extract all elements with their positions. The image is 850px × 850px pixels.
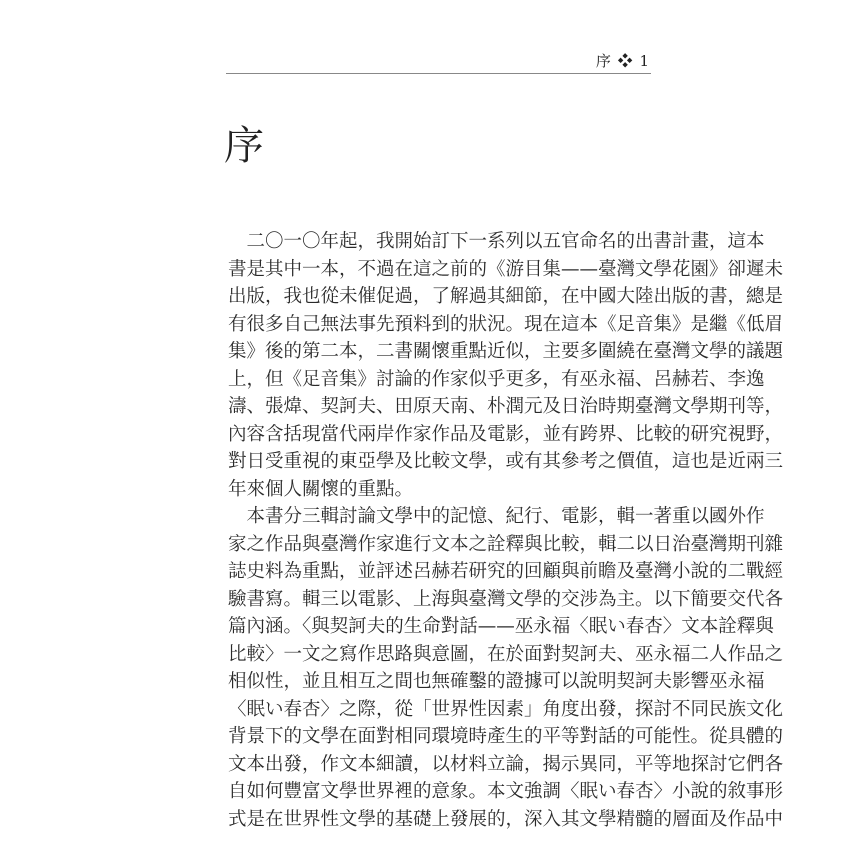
running-header: 序 ❖ 1: [595, 52, 650, 70]
text-line: 比較〉一文之寫作思路與意圖，在於面對契訶夫、巫永福二人作品之: [228, 643, 784, 665]
text-line: 誌史料為重點，並評述呂赫若研究的回顧與前瞻及臺灣小說的二戰經: [228, 561, 784, 582]
text-line: 本書分三輯討論文學中的記憶、紀行、電影，輯一著重以國外作: [228, 506, 765, 527]
text-line: 相似性，並且相互之間也無確鑿的證據可以說明契訶夫影響巫永福: [228, 671, 765, 692]
text-line: 上，但《足音集》討論的作家似乎更多，有巫永福、呂赫若、李逸: [228, 368, 765, 390]
text-line: 驗書寫。輯三以電影、上海與臺灣文學的交涉為主。以下簡要交代各: [228, 588, 784, 610]
page-title: 序: [224, 123, 264, 169]
text-line: 文本出發，作文本細讀，以材料立論，揭示異同，平等地探討它們各: [228, 753, 784, 775]
text-line: 自如何豐富文學世界裡的意象。本文強調〈眠い春杏〉小說的敘事形: [228, 781, 784, 802]
text-line: 書是其中一本，不過在這之前的《游目集——臺灣文學花園》卻遲未: [228, 258, 784, 280]
text-line: 篇內涵。〈與契訶夫的生命對話——巫永福〈眠い春杏〉文本詮釋與: [228, 616, 774, 637]
text-line: 對日受重視的東亞學及比較文學，或有其參考之價值，這也是近兩三: [228, 451, 784, 472]
text-line: 式是在世界性文學的基礎上發展的，深入其文學精髓的層面及作品中: [228, 808, 784, 830]
text-line: 背景下的文學在面對相同環境時產生的平等對話的可能性。從具體的: [228, 726, 784, 747]
text-line: 家之作品與臺灣作家進行文本之詮釋與比較，輯二以日治臺灣期刊雜: [228, 533, 784, 555]
text-line: 年來個人關懷的重點。: [228, 478, 414, 500]
body-text: [228, 228, 784, 833]
text-line: 有很多自己無法事先預料到的狀況。現在這本《足音集》是繼《低眉: [228, 313, 784, 335]
text-line: 內容含括現當代兩岸作家作品及電影，並有跨界、比較的研究視野，: [228, 423, 784, 445]
text-line: 出版，我也從未催促過，了解過其細節，在中國大陸出版的書，總是: [228, 286, 784, 307]
header-rule: [226, 73, 651, 74]
text-line: 二〇一〇年起，我開始訂下一系列以五官命名的出書計畫，這本: [228, 231, 765, 252]
text-line: 集》後的第二本，二書關懷重點近似，主要多圍繞在臺灣文學的議題: [228, 341, 784, 362]
text-line: 濤、張煒、契訶夫、田原天南、朴潤元及日治時期臺灣文學期刊等，: [228, 396, 784, 417]
text-line: 〈眠い春杏〉之際，從「世界性因素」角度出發，探討不同民族文化: [228, 698, 784, 720]
